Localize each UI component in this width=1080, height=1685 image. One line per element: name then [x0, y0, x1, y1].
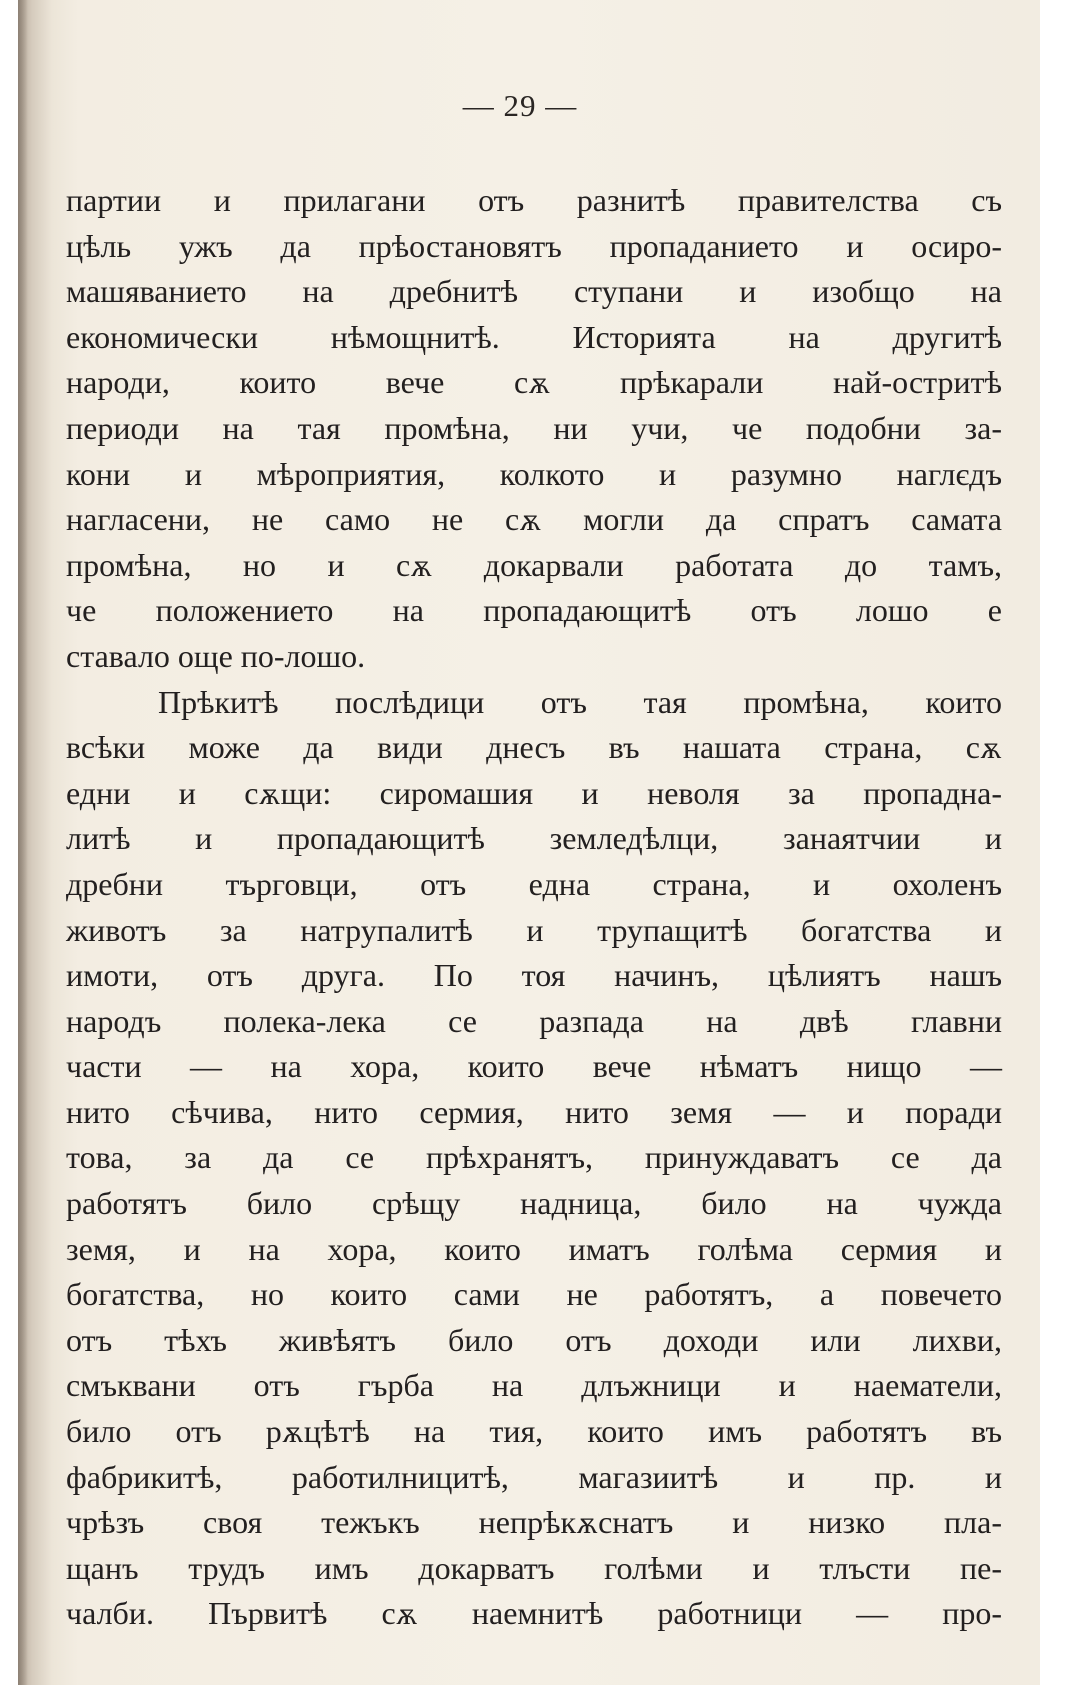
- text-line: дребни търговци, отъ една страна, и охоленъ: [66, 865, 1002, 902]
- text-line: богатства, но които сами не работятъ, а повечето: [66, 1276, 1002, 1313]
- text-line: цѣль ужъ да прѣостановятъ пропаданието и осиро-: [66, 227, 1002, 264]
- text-line: щанъ трудъ имъ докарватъ голѣми и тлъсти пе-: [66, 1549, 1002, 1586]
- text-line: отъ тѣхъ живѣятъ било отъ доходи или лихви,: [66, 1321, 1002, 1358]
- page-number: — 29 —: [462, 88, 578, 123]
- text-line: земя, и на хора, които иматъ голѣма сермия и: [66, 1230, 1002, 1267]
- text-line: едни и сѫщи: сиромашия и неволя за пропадна-: [66, 774, 1002, 811]
- text-line: економически нѣмощнитѣ. Историята на другитѣ: [66, 318, 1002, 355]
- text-line: ставало още по-лошо.: [66, 637, 366, 674]
- text-line: народи, които вече сѫ прѣкарали най-остритѣ: [66, 364, 1002, 401]
- text-line: литѣ и пропадающитѣ земледѣлци, занаятчии и: [66, 820, 1002, 857]
- text-line: чрѣзъ своя тежъкъ непрѣкѫснатъ и низко пла-: [66, 1504, 1002, 1541]
- text-line: народъ полека-лека се разпада на двѣ главни: [66, 1002, 1002, 1039]
- text-line: партии и прилагани отъ разнитѣ правителства съ: [66, 182, 1002, 218]
- text-line: смъквани отъ гърба на длъжници и наематели,: [66, 1367, 1002, 1404]
- paragraph: [66, 178, 1002, 680]
- text-line: това, за да се прѣхранятъ, принуждаватъ се да: [66, 1139, 1002, 1176]
- text-line: било отъ рѫцѣтѣ на тия, които имъ работятъ въ: [66, 1413, 1002, 1450]
- text-body: [66, 178, 1002, 1637]
- text-line: кони и мѣроприятия, колкото и разумно наглєдъ: [66, 455, 1002, 492]
- text-line: нагласени, не само не сѫ могли да спратъ самата: [66, 501, 1002, 538]
- text-line: животъ за натрупалитѣ и трупащитѣ богатства и: [66, 911, 1002, 948]
- text-line: части — на хора, които вече нѣматъ нищо —: [66, 1048, 1002, 1085]
- text-line: периоди на тая промѣна, ни учи, че подобни за-: [66, 409, 1002, 446]
- text-line: чалби. Първитѣ сѫ наемнитѣ работници — про-: [66, 1595, 1002, 1632]
- binding-shadow: [18, 0, 28, 1685]
- text-line: промѣна, но и сѫ докарвали работата до тамъ,: [66, 546, 1002, 583]
- text-line: работятъ било срѣщу надница, било на чужда: [66, 1185, 1002, 1222]
- text-line: машяванието на дребнитѣ ступани и изобщо на: [66, 273, 1002, 310]
- text-line: фабрикитѣ, работилницитѣ, магазиитѣ и пр. и: [66, 1458, 1002, 1495]
- paragraph: [66, 680, 1002, 1637]
- text-line: че положението на пропадающитѣ отъ лошо е: [66, 592, 1002, 629]
- text-line: нито сѣчива, нито сермия, нито земя — и поради: [66, 1093, 1002, 1130]
- text-line: имоти, отъ друга. По тоя начинъ, цѣлиятъ нашъ: [66, 957, 1002, 994]
- text-line: всѣки може да види днесъ въ нашата страна, сѫ: [66, 729, 1002, 766]
- text-line: Прѣкитѣ послѣдици отъ тая промѣна, които: [158, 683, 1002, 720]
